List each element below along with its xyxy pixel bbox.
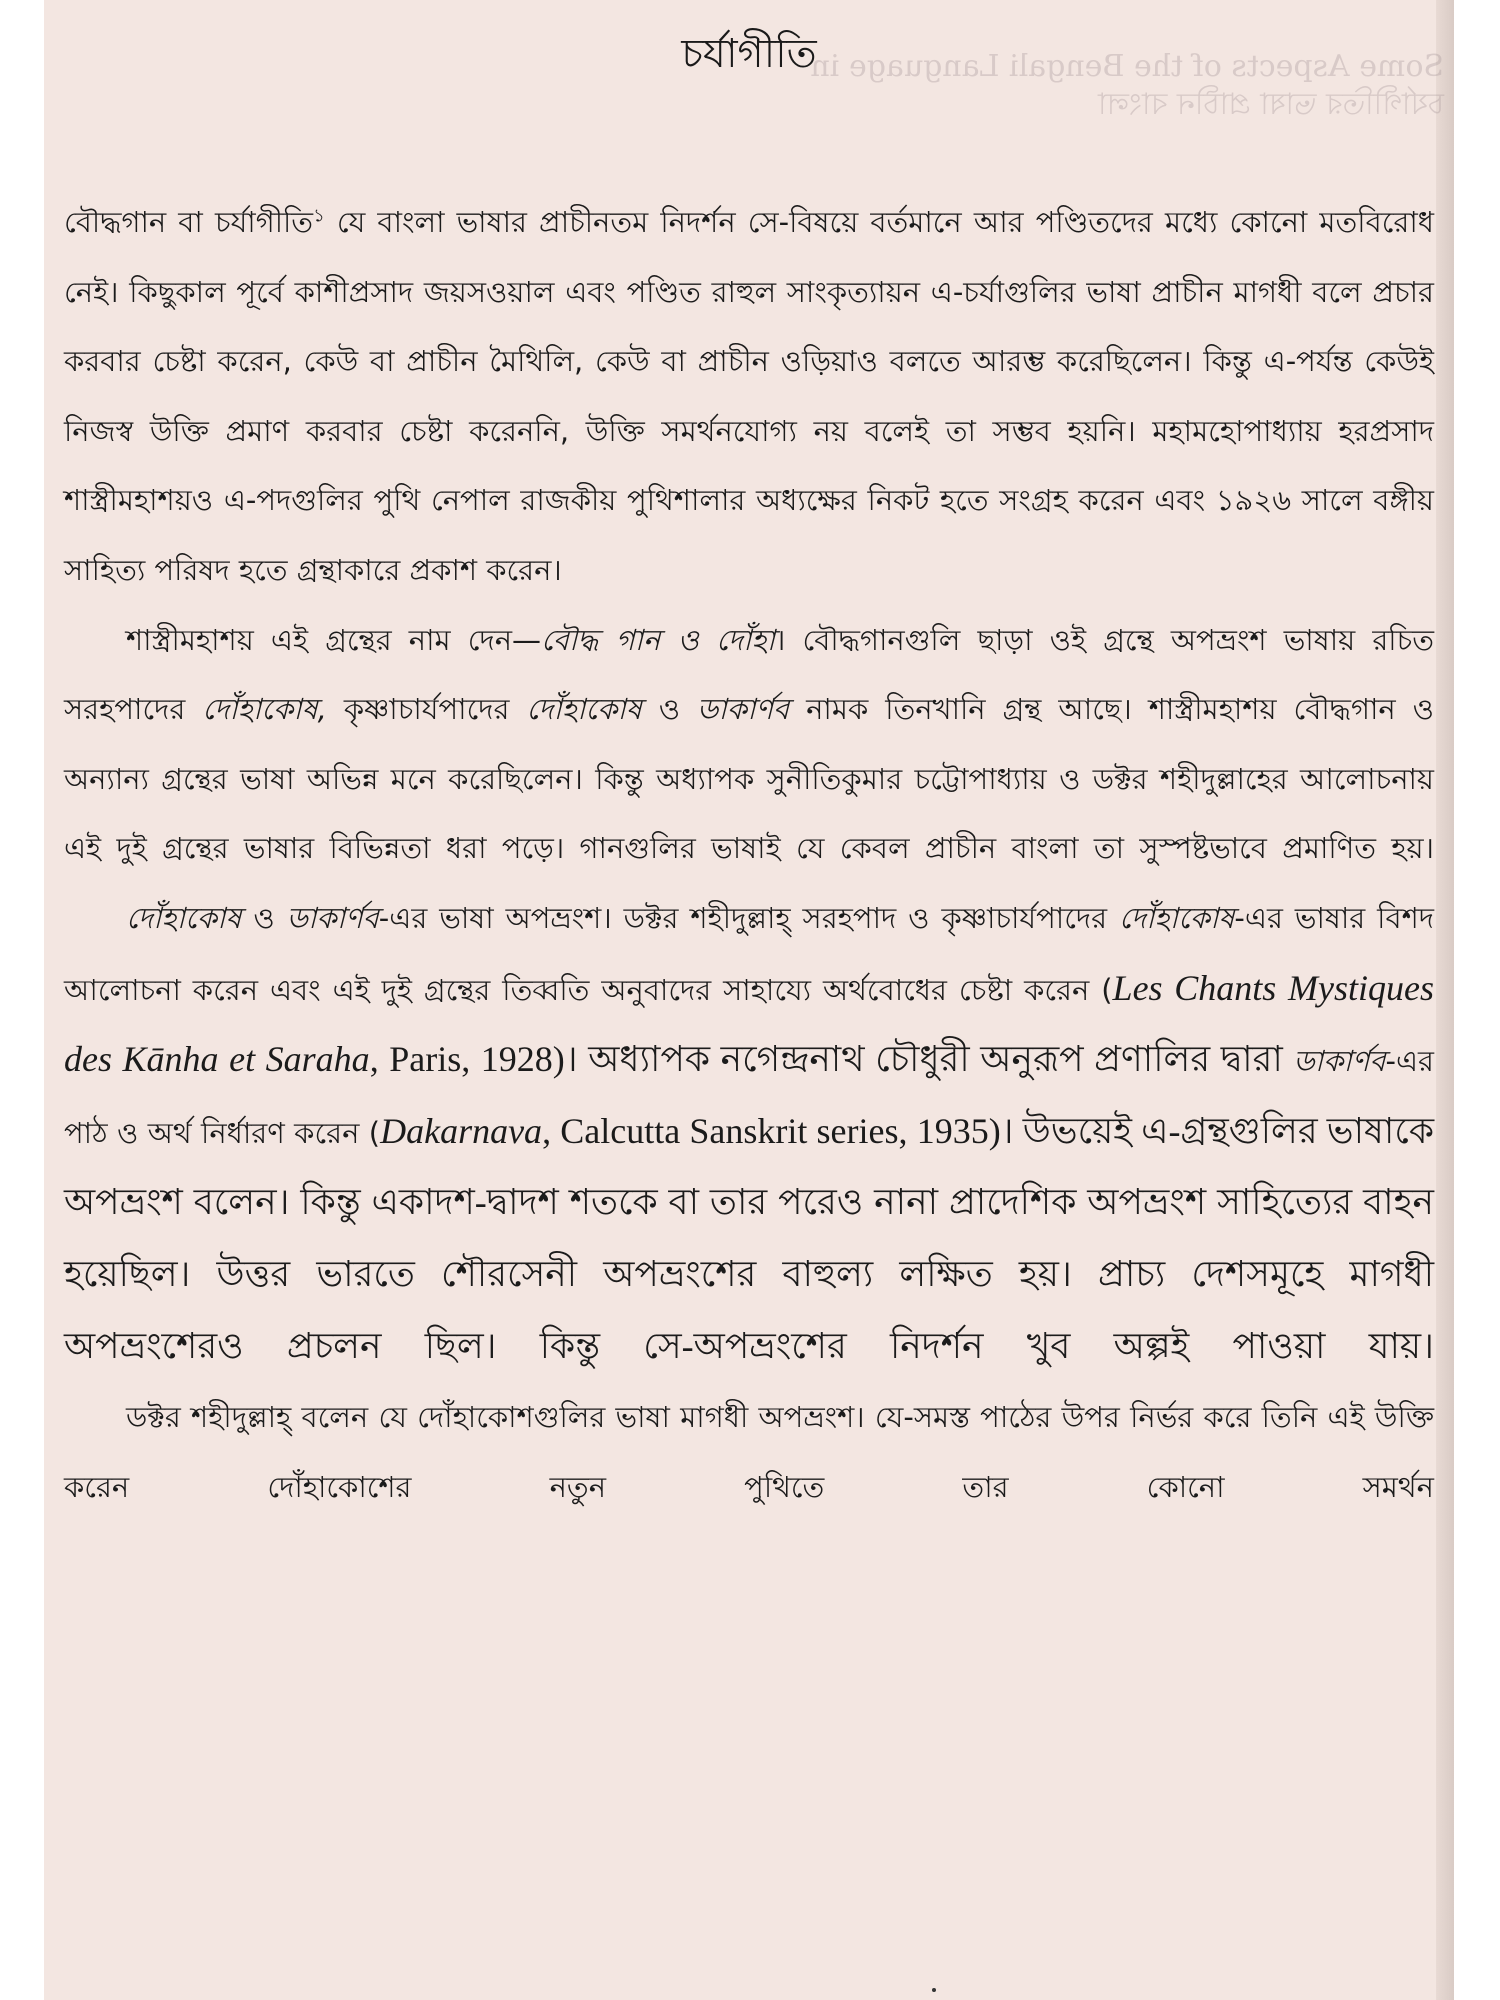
page-title: চর্যাগীতি [681,31,817,77]
text-run: নামক তিনখানি গ্রন্থ আছে। শাস্ত্রীমহাশয় বৌদ্ধগান ও অন্যান্য গ্রন্থের ভাষা অভিন্ন মনে করেছিলেন। কিন্তু অধ্যাপক সুনীতিকুমার চট্টোপাধ্যায় ও ডক্টর শহীদুল্লাহের আলোচনায় এই দুই গ্রন্থের ভাষার বিভিন্নতা ধরা পড়ে। গানগুলির ভাষাই যে কেবল প্রাচীন বাংলা তা সুস্পষ্টভাবে প্রমাণিত হয়। [64,692,1434,866]
text-run: -এর পাঠ ও অর্থ নির্ধারণ করেন ( [64,1044,1434,1150]
book-title: দোঁহাকোষ, [202,692,327,727]
paragraph-2 [64,606,1434,884]
footnote-marker: ১ [313,205,325,227]
book-page [44,0,1454,2000]
paragraph-1 [64,188,1434,606]
page-speck [932,1988,936,1992]
text-run: , Calcutta Sanskrit series, 1935)। উভয়েই এ-গ্রন্থগুলির ভাষাকে অপভ্রংশ বলেন। কিন্তু একাদশ-দ্বাদশ শতকে বা তার পরেও নানা প্রাদেশিক অপভ্রংশ সাহিত্যের বাহন হয়েছিল। উত্তর ভারতে শৌরসেনী অপভ্রংশের বাহুল্য লক্ষিত হয়। প্রাচ্য দেশসমূহে মাগধী অপভ্রংশেরও প্রচলন ছিল। কিন্তু সে-অপভ্রংশের নিদর্শন খুব অল্পই পাওয়া যায়। [64,1110,1434,1366]
book-title: দোঁহাকোষ [126,900,242,935]
book-title: দোঁহাকোষ [526,692,642,727]
bleed-line: Some Aspects of the Bengali Language in [810,49,1444,84]
text-run: , Paris, 1928)। অধ্যাপক নগেন্দ্রনাথ চৌধুরী অনুরূপ প্রণালির দ্বারা [369,1039,1294,1080]
text-run: ডক্টর শহীদুল্লাহ্ বলেন যে দোঁহাকোশগুলির ভাষা মাগধী অপভ্রংশ। যে-সমস্ত পাঠের উপর নির্ভর করে তিনি এই উক্তি করেন দোঁহাকোশের নতুন পুথিতে তার কোনো সমর্থন [64,1400,1434,1504]
text-run: ও [641,692,698,727]
text-run: -এর ভাষার বিশদ আলোচনা করেন এবং এই দুই গ্রন্থের তিব্বতি অনুবাদের সাহায্যে অর্থবোধের চেষ্টা করেন ( [64,900,1434,1007]
bleed-line: চর্যাগীতির ভাষা প্রাচীন বাংলা [1097,87,1444,122]
text-run: । বৌদ্ধগানগুলি ছাড়া ওই গ্রন্থে অপভ্রংশ ভাষায় রচিত সরহপাদের [64,622,1434,727]
text-run: ও [241,900,287,935]
book-title: বৌদ্ধ গান ও দোঁহা [541,622,775,657]
book-title: ডাকার্ণব [697,692,790,727]
book-title: ডাকার্ণব [1293,1044,1386,1079]
text-body [64,188,1434,1522]
book-title: দোঁহাকোষ [1119,900,1235,935]
text-run: যে বাংলা ভাষার প্রাচীনতম নিদর্শন সে-বিষয়ে বর্তমানে আর পণ্ডিতদের মধ্যে কোনো মতবিরোধ নেই। কিছুকাল পূর্বে কাশীপ্রসাদ জয়সওয়াল এবং পণ্ডিত রাহুল সাংকৃত্যায়ন এ-চর্যাগুলির ভাষা প্রাচীন মাগধী বলে প্রচার করবার চেষ্টা করেন, কেউ বা প্রাচীন মৈথিলি, কেউ বা প্রাচীন ওড়িয়াও বলতে আরম্ভ করেছিলেন। কিন্তু এ-পর্যন্ত কেউই নিজস্ব উক্তি প্রমাণ করবার চেষ্টা করেননি, উক্তি সমর্থনযোগ্য নয় বলেই তা সম্ভব হয়নি। মহামহোপাধ্যায় হরপ্রসাদ শাস্ত্রীমহাশয়ও এ-পদগুলির পুথি নেপাল রাজকীয় পুথিশালার অধ্যক্ষের নিকট হতে সংগ্রহ করেন এবং ১৯২৬ সালে বঙ্গীয় সাহিত্য পরিষদ হতে গ্রন্থাকারে প্রকাশ করেন। [64,205,1434,587]
book-title: ডাকার্ণব [286,900,379,935]
paragraph-4 [64,1383,1434,1522]
page-edge [1436,0,1454,2000]
text-run: কৃষ্ণাচার্যপাদের [326,692,527,727]
book-title: Dakarnava [380,1110,543,1151]
book-title: Les Chants Mystiques des Kānha et Saraha [64,967,1434,1080]
text-run: বৌদ্ধগান বা চর্যাগীতি [64,205,314,239]
text-run: শাস্ত্রীমহাশয় এই গ্রন্থের নাম দেন— [126,622,542,657]
paragraph-3 [64,884,1434,1383]
text-run: -এর ভাষা অপভ্রংশ। ডক্টর শহীদুল্লাহ্ সরহপাদ ও কৃষ্ণাচার্যপাদের [378,900,1120,935]
